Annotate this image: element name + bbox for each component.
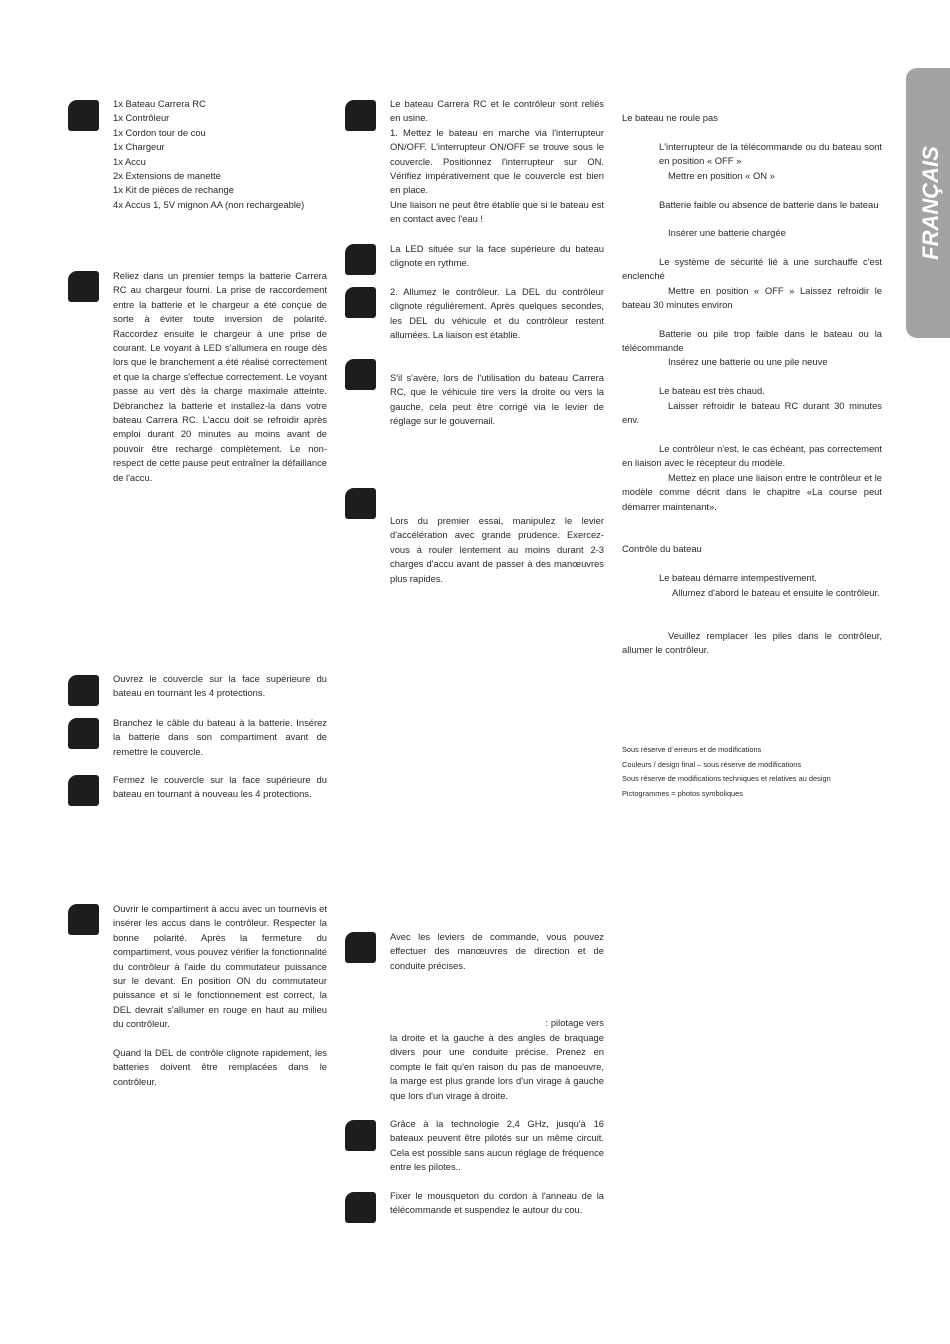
legal-note: Pictogrammes = photos symboliques — [622, 788, 743, 798]
step-marker — [68, 100, 99, 131]
package-contents-list — [113, 97, 327, 212]
ghz-text: Grâce à la technologie 2,4 GHz, jusqu'à 16 bateaux peuvent être pilotés sur un même circuit. Cela est possible sans aucun réglage de fréquence entre les pilotes.. — [390, 1118, 604, 1173]
pairing-intro: Le bateau Carrera RC et le contrôleur sont reliés en usine. — [390, 98, 604, 124]
problem-cause: L'interrupteur de la télécommande ou du bateau sont en position « OFF » — [659, 141, 882, 167]
step-marker — [345, 287, 376, 318]
step-marker — [345, 100, 376, 131]
step-marker — [68, 718, 99, 749]
problem-solution: Allumez d'abord le bateau et ensuite le contrôleur. — [672, 587, 880, 598]
controller-on-text: 2. Allumez le contrôleur. La DEL du contrôleur clignote régulièrement. Après quelques secondes, les DEL du véhicule et du contrôleur restent allumées. La liaison est établie. — [390, 286, 604, 341]
legal-notes — [622, 743, 882, 801]
charging-instructions: Reliez dans un premier temps la batterie Carrera RC au chargeur fourni. La prise de raccordement entre la batterie et le chargeur a été conçue de sorte à éviter toute inversion de polarité. Raccordez ensuite le chargeur à une prise de courant. Le voyant à LED s'allumera en rouge dès lors que le branchement a été réalisé correctement et que la charge s'effectue correctement. Le voyant passe au vert dès la charge maximale atteinte. Débranchez la batterie et installez-la dans votre bateau Carrera RC. L'accu doit se refroidir après emploi durant 20 minutes au moins avant de pouvoir être rechargé complètement. Le non-respect de cette pause peut entraîner la défaillance de l'accu. — [113, 270, 327, 483]
step-marker — [68, 675, 99, 706]
step-marker — [68, 904, 99, 935]
problem-cause: Le bateau démarre intempestivement. — [659, 572, 817, 583]
language-tab-label: FRANÇAIS — [918, 146, 943, 260]
problem-solution: Laisser refroidir le bateau RC durant 30 minutes env. — [622, 400, 882, 426]
problem-solution: Mettez en place une liaison entre le contrôleur et le modèle comme décrit dans le chapitre «La course peut démarrer maintenant». — [622, 472, 882, 512]
problem-cause: Le système de sécurité lié à une surchauffe c'est enclenché — [622, 256, 882, 282]
levers-text: Avec les leviers de commande, vous pouvez effectuer des manœuvres de direction et de conduite précises. — [390, 931, 604, 971]
step-marker — [345, 932, 376, 963]
pairing-step-1: 1. Mettez le bateau en marche via l'interrupteur ON/OFF. L'interrupteur ON/OFF se trouve sous le couvercle. Positionnez l'interrupteur sur ON. Vérifiez impérativement que le couvercle est bien en place. — [390, 126, 604, 196]
led-top-text: La LED située sur la face supérieure du bateau clignote en rythme. — [390, 243, 604, 269]
open-cover-text: Ouvrez le couvercle sur la face supérieure du bateau en tournant les 4 protections. — [113, 673, 327, 699]
first-run-text: Lors du premier essai, manipulez le levier d'accélération avec grande prudence. Exercez-vous à rouler lentement au moins durant 2-3 charges d'accu avant de passer à des manœuvres plus rapides. — [390, 515, 604, 584]
problem-solution: Mettre en position « ON » — [668, 170, 775, 181]
heading-boat-control: Contrôle du bateau — [622, 543, 702, 554]
list-item: 1x Accu — [113, 155, 146, 167]
problem-cause: Batterie faible ou absence de batterie dans le bateau — [659, 199, 879, 210]
step-marker — [68, 271, 99, 302]
pairing-note: Une liaison ne peut être établie que si le bateau est en contact avec l'eau ! — [390, 198, 604, 225]
lanyard-text: Fixer le mousqueton du cordon à l'anneau de la télécommande et suspendez le autour du cou. — [390, 1190, 604, 1216]
connect-cable-text: Branchez le câble du bateau à la batterie. Insérez la batterie dans son compartiment avant de remettre le couvercle. — [113, 717, 327, 757]
list-item: 1x Kit de pièces de rechange — [113, 184, 234, 196]
led-blink-text: Quand la DEL de contrôle clignote rapidement, les batteries doivent être remplacées dans le contrôleur. — [113, 1047, 327, 1087]
step-marker — [345, 359, 376, 390]
step-marker — [68, 775, 99, 806]
pairing-section — [390, 97, 604, 227]
list-item: 4x Accus 1, 5V mignon AA (non rechargeable) — [113, 198, 305, 210]
legal-note: Sous réserve d´erreurs et de modifications — [622, 745, 762, 754]
step-marker — [345, 244, 376, 275]
problem-solution: Insérez une batterie ou une pile neuve — [668, 356, 828, 367]
steering-lead: : pilotage vers — [545, 1017, 604, 1028]
close-cover-text: Fermez le couvercle sur la face supérieure du bateau en tournant à nouveau les 4 protections. — [113, 774, 327, 800]
step-marker — [345, 1120, 376, 1151]
steering-text: la droite et la gauche à des angles de braquage divers pour une conduite précise. Prenez en compte le fait qu'en raison du pas de manoeuvre, la marge est plus grande lors d'un virage à gauche que lors d'un virage à droite. — [390, 1032, 604, 1101]
controller-batteries-text: Ouvrir le compartiment à accu avec un tournevis et insérer les accus dans le contrôleur. Respecter la bonne polarité. Après la fermeture du compartiment, vous pouvez vérifier la fonctionnalité du contrôleur à l'aide du commutateur puissance sur le devant. En position ON du commutateur puissance et si le fonctionnement est correct, la DEL devrait s'allumer en rouge en haut au milieu du contrôleur. — [113, 903, 327, 1030]
step-marker — [345, 488, 376, 519]
list-item: 1x Chargeur — [113, 141, 165, 153]
list-item: 1x Bateau Carrera RC — [113, 98, 206, 109]
list-item: 1x Contrôleur — [113, 112, 170, 124]
legal-note: Couleurs / design final – sous réserve de modifications — [622, 759, 802, 769]
trim-text: S'il s'avère, lors de l'utilisation du bateau Carrera RC, que le véhicule tire vers la droite ou vers la gauche, cela peut être corrigé via le levier de réglage sur le gouvernail. — [390, 372, 604, 427]
problem-solution: Insérer une batterie chargée — [668, 227, 786, 238]
step-marker — [345, 1192, 376, 1223]
problem-cause: Le contrôleur n'est, le cas échéant, pas correctement en liaison avec le récepteur du modèle. — [622, 443, 882, 469]
problem-solution: Mettre en position « OFF » Laissez refroidir le bateau 30 minutes environ — [622, 285, 882, 311]
problem-solution: Veuillez remplacer les piles dans le contrôleur, allumer le contrôleur. — [622, 630, 882, 656]
legal-note: Sous réserve de modifications techniques et relatives au design — [622, 774, 831, 783]
list-item: 1x Cordon tour de cou — [113, 126, 206, 138]
list-item: 2x Extensions de manette — [113, 170, 221, 182]
problem-cause: Batterie ou pile trop faible dans le bateau ou la télécommande — [622, 328, 882, 354]
problem-cause: Le bateau est très chaud. — [659, 385, 765, 396]
heading-boat-not-moving: Le bateau ne roule pas — [622, 112, 718, 123]
